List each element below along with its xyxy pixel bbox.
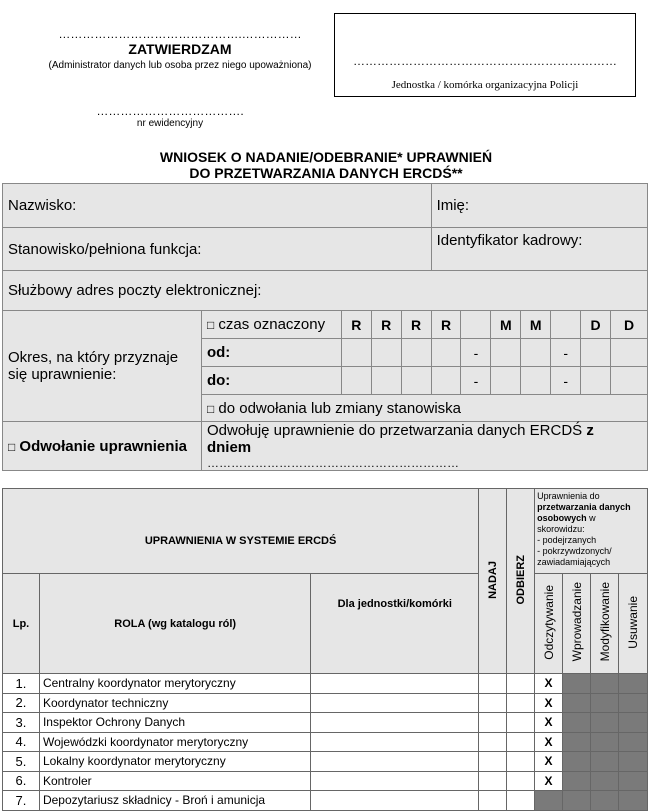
row-unit-cell[interactable]: [311, 791, 479, 811]
row-revoke-cell[interactable]: [507, 713, 535, 733]
row-write-blocked: [563, 713, 591, 733]
row-role: Kontroler: [39, 771, 310, 791]
to-date-cell[interactable]: [371, 367, 401, 395]
lp-header: Lp.: [3, 574, 40, 674]
to-label: do:: [201, 367, 341, 395]
row-write-blocked: [563, 791, 591, 811]
revoke-column-header: ODBIERZ: [507, 489, 535, 674]
op-header-write: Wprowadzanie: [563, 574, 591, 674]
row-number: 7.: [3, 791, 40, 811]
row-write-blocked: [563, 732, 591, 752]
table-row: [3, 732, 648, 752]
row-modify-blocked: [591, 752, 619, 772]
row-role: Koordynator techniczny: [39, 693, 310, 713]
row-read-mark: X: [535, 674, 563, 694]
unit-label: Jednostka / komórka organizacyjna Policji: [391, 79, 579, 91]
date-letter: M: [521, 311, 551, 339]
date-separator: -: [461, 339, 491, 367]
period-label: Okres, na który przyznaje się uprawnienie:: [3, 311, 202, 422]
row-delete-blocked: [618, 674, 647, 694]
date-letter: R: [401, 311, 431, 339]
row-read-mark: X: [535, 752, 563, 772]
ev-label: nr ewidencyjny: [136, 118, 204, 129]
row-unit-cell[interactable]: [311, 752, 479, 772]
revoke-label: Odwołanie uprawnienia: [19, 437, 187, 455]
table-row: [3, 771, 648, 791]
row-revoke-cell[interactable]: [507, 771, 535, 791]
row-modify-blocked: [591, 771, 619, 791]
row-revoke-cell[interactable]: [507, 674, 535, 694]
row-grant-cell[interactable]: [479, 674, 507, 694]
row-grant-cell[interactable]: [479, 791, 507, 811]
surname-label: Nazwisko:: [8, 197, 77, 214]
permissions-header: UPRAWNIENIA W SYSTEMIE ERCDŚ: [3, 489, 479, 574]
table-row: [3, 674, 648, 694]
date-letter: D: [581, 311, 611, 339]
row-modify-blocked: [591, 732, 619, 752]
unit-dots: …………………………………………………………: [353, 54, 617, 68]
op-header-modify: Modyfikowanie: [591, 574, 619, 674]
staff-id-field[interactable]: [431, 228, 647, 271]
approve-dots: ……………………………………….……………: [58, 27, 302, 41]
row-role: Depozytariusz składnicy - Broń i amunicja: [39, 791, 310, 811]
row-grant-cell[interactable]: [479, 771, 507, 791]
row-write-blocked: [563, 674, 591, 694]
row-grant-cell[interactable]: [479, 713, 507, 733]
fixed-time-checkbox[interactable]: □: [206, 318, 215, 332]
date-letter: R: [371, 311, 401, 339]
row-number: 4.: [3, 732, 40, 752]
table-row: [3, 693, 648, 713]
revoke-text-bold: z dniem: [206, 422, 594, 456]
name-field[interactable]: [431, 184, 647, 228]
permissions-table: [2, 488, 648, 811]
row-number: 3.: [3, 713, 40, 733]
row-modify-blocked: [591, 713, 619, 733]
request-form: [2, 183, 648, 471]
row-number: 6.: [3, 771, 40, 791]
revoke-text: Odwołuję uprawnienie do przetwarzania danych ERCDŚ: [206, 422, 583, 439]
fixed-time-option[interactable]: [201, 311, 341, 339]
row-delete-blocked: [618, 693, 647, 713]
approve-subtitle: (Administrator danych lub osoba przez niego upoważniona): [48, 60, 312, 71]
personal-data-note: Uprawnienia do przetwarzania danych osobowych w skorowidzu: - podejrzanych - pokrzywdzonych/ zawiadamiających: [535, 489, 648, 574]
to-date-cell[interactable]: [491, 367, 521, 395]
revoke-option[interactable]: [3, 422, 202, 471]
row-revoke-cell[interactable]: [507, 752, 535, 772]
row-modify-blocked: [591, 674, 619, 694]
staff-id-label: Identyfikator kadrowy:: [436, 232, 583, 249]
row-revoke-cell[interactable]: [507, 732, 535, 752]
until-revoked-option[interactable]: [201, 395, 647, 422]
surname-field[interactable]: [3, 184, 432, 228]
date-separator: -: [461, 367, 491, 395]
name-label: Imię:: [436, 197, 470, 214]
page-subtitle: DO PRZETWARZANIA DANYCH ERCDŚ**: [189, 165, 463, 181]
row-write-blocked: [563, 771, 591, 791]
row-number: 5.: [3, 752, 40, 772]
date-letter: M: [491, 311, 521, 339]
table-row: [3, 752, 648, 772]
date-letter: R: [341, 311, 371, 339]
row-grant-cell[interactable]: [479, 693, 507, 713]
date-separator: -: [551, 339, 581, 367]
op-header-read: Odczytywanie: [535, 574, 563, 674]
to-date-cell[interactable]: [611, 367, 648, 395]
date-letter: R: [431, 311, 461, 339]
to-date-cell[interactable]: [581, 367, 611, 395]
row-role: Centralny koordynator merytoryczny: [39, 674, 310, 694]
to-date-cell[interactable]: [401, 367, 431, 395]
to-date-cell[interactable]: [431, 367, 461, 395]
revoke-date-dots[interactable]: ………………………………………………………: [206, 456, 459, 470]
row-read-mark: X: [535, 713, 563, 733]
fixed-time-label: czas oznaczony: [218, 316, 326, 333]
row-unit-cell[interactable]: [311, 713, 479, 733]
row-revoke-cell[interactable]: [507, 791, 535, 811]
row-unit-cell[interactable]: [311, 732, 479, 752]
row-delete-blocked: [618, 771, 647, 791]
row-delete-blocked: [618, 732, 647, 752]
from-date-cell[interactable]: [611, 339, 648, 367]
table-row: [3, 713, 648, 733]
row-read-mark: X: [535, 693, 563, 713]
row-modify-blocked: [591, 791, 619, 811]
position-label: Stanowisko/pełniona funkcja:: [8, 240, 202, 258]
row-write-blocked: [563, 693, 591, 713]
row-role: Wojewódzki koordynator merytoryczny: [39, 732, 310, 752]
date-separator: -: [551, 367, 581, 395]
row-grant-cell[interactable]: [479, 732, 507, 752]
until-revoked-checkbox[interactable]: □: [206, 401, 215, 416]
row-role: Inspektor Ochrony Danych: [39, 713, 310, 733]
from-date-cell[interactable]: [581, 339, 611, 367]
ev-dots: ……………………………….: [96, 104, 244, 118]
date-letter: D: [611, 311, 648, 339]
row-role: Lokalny koordynator merytoryczny: [39, 752, 310, 772]
position-field[interactable]: [3, 228, 432, 271]
email-label: Służbowy adres poczty elektronicznej:: [8, 282, 262, 299]
row-unit-cell[interactable]: [311, 771, 479, 791]
row-delete-blocked: [618, 752, 647, 772]
row-grant-cell[interactable]: [479, 752, 507, 772]
row-write-blocked: [563, 752, 591, 772]
row-number: 2.: [3, 693, 40, 713]
row-unit-cell[interactable]: [311, 693, 479, 713]
from-date-cell[interactable]: [491, 339, 521, 367]
approve-title: ZATWIERDZAM: [128, 41, 232, 57]
from-date-cell[interactable]: [371, 339, 401, 367]
to-date-cell[interactable]: [521, 367, 551, 395]
row-read-mark: X: [535, 771, 563, 791]
table-row: [3, 791, 648, 811]
row-unit-cell[interactable]: [311, 674, 479, 694]
row-modify-blocked: [591, 693, 619, 713]
revoke-statement: [201, 422, 647, 471]
from-date-cell[interactable]: [521, 339, 551, 367]
revoke-checkbox[interactable]: □: [8, 439, 16, 454]
row-read-mark: X: [535, 732, 563, 752]
row-read-mark: [535, 791, 563, 811]
row-number: 1.: [3, 674, 40, 694]
grant-column-header: NADAJ: [479, 489, 507, 674]
until-revoked-label: do odwołania lub zmiany stanowiska: [218, 399, 462, 417]
row-delete-blocked: [618, 713, 647, 733]
op-header-delete: Usuwanie: [618, 574, 647, 674]
email-field[interactable]: [3, 271, 648, 311]
from-label: od:: [201, 339, 341, 367]
unit-header: Dla jednostki/komórki: [311, 574, 479, 674]
row-revoke-cell[interactable]: [507, 693, 535, 713]
date-letter: [551, 311, 581, 339]
row-delete-blocked: [618, 791, 647, 811]
to-date-cell[interactable]: [341, 367, 371, 395]
from-date-cell[interactable]: [431, 339, 461, 367]
page-title: WNIOSEK O NADANIE/ODEBRANIE* UPRAWNIEŃ: [159, 149, 493, 165]
role-header: ROLA (wg katalogu ról): [39, 574, 310, 674]
unit-box: [334, 13, 636, 97]
from-date-cell[interactable]: [341, 339, 371, 367]
from-date-cell[interactable]: [401, 339, 431, 367]
date-letter: [461, 311, 491, 339]
